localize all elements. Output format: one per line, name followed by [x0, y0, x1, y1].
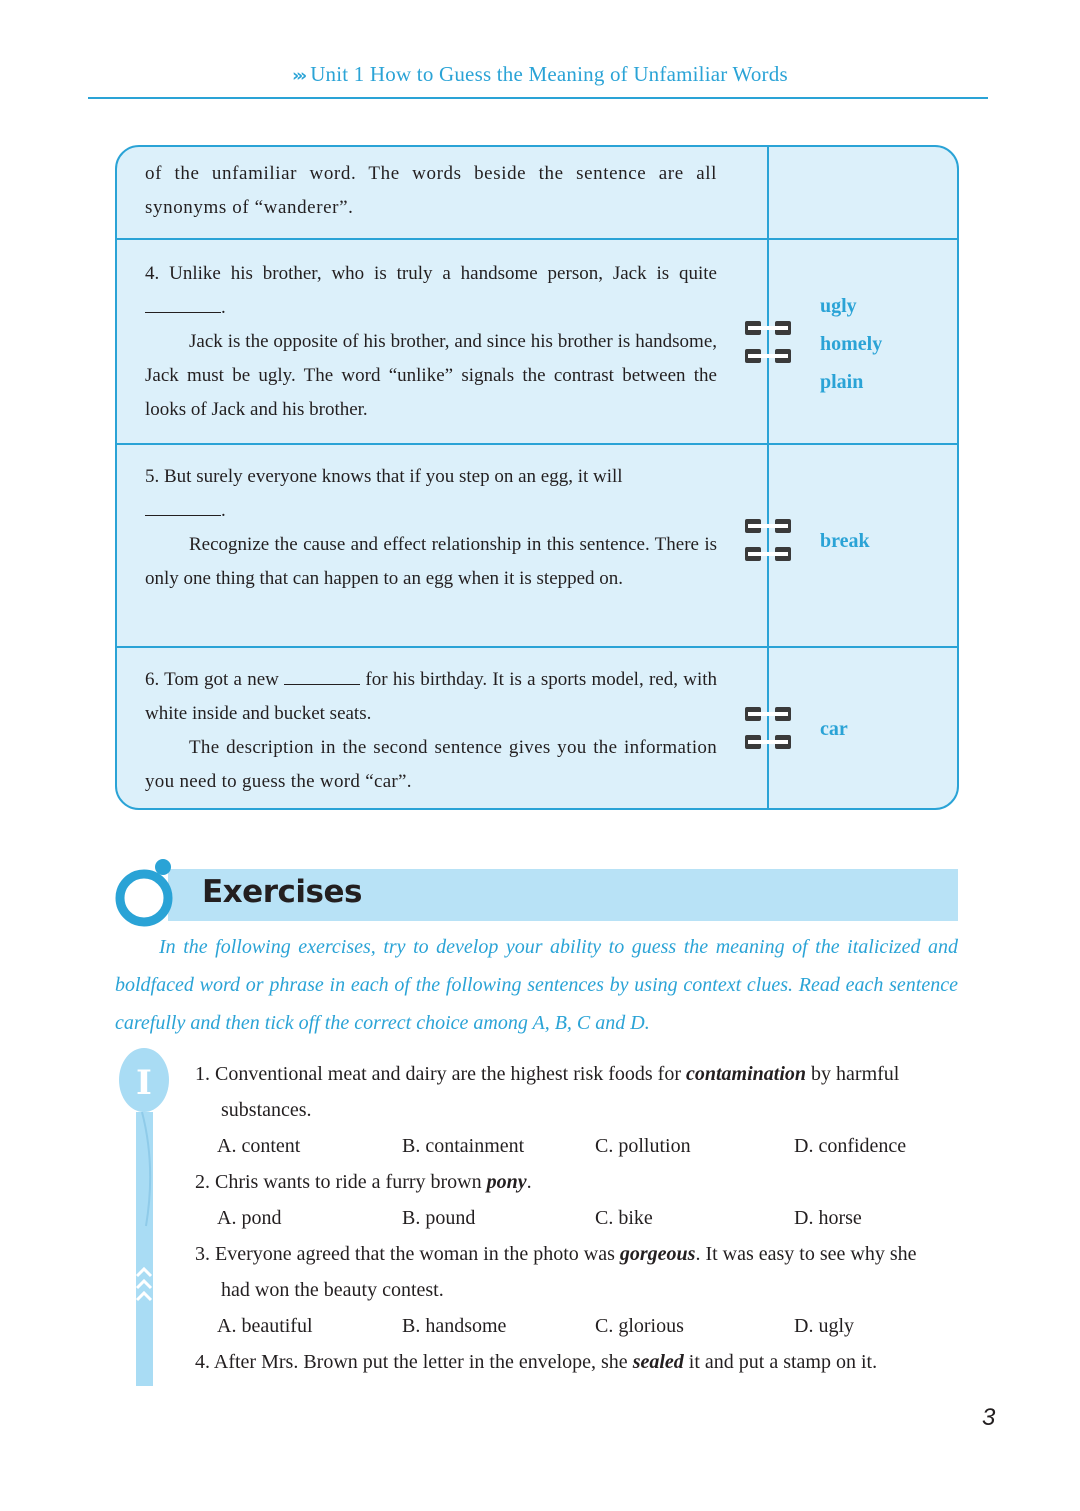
header-rule [88, 97, 988, 99]
section-balloon-marker [116, 1046, 172, 1386]
answer-word: plain [820, 371, 864, 393]
table-row-4 [145, 257, 717, 427]
header-title: Unit 1 How to Guess the Meaning of Unfamiliar Words [310, 62, 788, 86]
keyword: gorgeous [619, 1243, 696, 1265]
answer-list [820, 287, 882, 401]
binder-clip-icon [745, 515, 791, 563]
running-header [0, 62, 1080, 87]
list-item: 3. Everyone agreed that the woman in the photo was gorgeous. It was easy to see why she had won the beauty contest. [195, 1243, 917, 1301]
binder-clip-icon [745, 703, 791, 751]
answer-blank [284, 664, 360, 685]
answer-word: ugly [820, 295, 857, 317]
option-d[interactable]: D. ugly [794, 1315, 854, 1337]
answer-blank [145, 292, 221, 313]
question-list [195, 1056, 958, 1380]
option-c[interactable]: C. bike [595, 1207, 653, 1229]
question-text: 6. Tom got a new for his birthday. It is a sports model, red, with white inside and bucket seats. [145, 663, 717, 731]
answer-blank [145, 495, 221, 516]
list-item: 2. Chris wants to ride a furry brown pony. [195, 1171, 532, 1193]
option-row [195, 1128, 958, 1164]
option-c[interactable]: C. pollution [595, 1135, 691, 1157]
answer-list [820, 522, 870, 560]
exercise-instructions: In the following exercises, try to develop your ability to guess the meaning of the italicized and boldfaced word or phrase in each of the following sentences by using context clues. Read each sentence carefully and then tick off the correct choice among A, B, C and D. [115, 936, 958, 1034]
explanation-text: Recognize the cause and effect relationship in this sentence. There is only one thing that can happen to an egg when it is stepped on. [145, 534, 717, 589]
section-label: I [136, 1063, 152, 1103]
answer-word: homely [820, 333, 883, 355]
row-divider [117, 646, 957, 648]
table-row-6 [145, 663, 717, 799]
row-divider [117, 238, 957, 240]
explanation-text: Jack is the opposite of his brother, and since his brother is handsome, Jack must be ugly. The word “unlike” signals the contrast between the looks of Jack and his brother. [145, 331, 717, 420]
option-d[interactable]: D. confidence [794, 1135, 907, 1157]
option-b[interactable]: B. handsome [402, 1315, 507, 1337]
keyword: contamination [686, 1063, 807, 1085]
page-number: 3 [982, 1404, 996, 1431]
chevron-right-icon: ››› [292, 66, 305, 86]
ring-icon [114, 858, 184, 928]
option-b[interactable]: B. pound [402, 1207, 476, 1229]
option-c[interactable]: C. glorious [595, 1315, 684, 1337]
row-text: of the unfamiliar word. The words beside the sentence are all synonyms of “wanderer”. [145, 163, 717, 218]
answer-list [820, 710, 848, 748]
context-clue-table [115, 145, 959, 810]
list-item: 4. After Mrs. Brown put the letter in the envelope, she sealed it and put a stamp on it. [195, 1351, 878, 1373]
keyword: sealed [632, 1351, 684, 1373]
option-a[interactable]: A. pond [217, 1207, 282, 1229]
table-row-continuation [145, 157, 717, 225]
section-title: Exercises [202, 874, 362, 910]
table-row-5 [145, 460, 717, 596]
keyword: pony [486, 1171, 527, 1193]
row-divider [117, 443, 957, 445]
question-text: 5. But surely everyone knows that if you step on an egg, it will . [145, 466, 623, 521]
answer-word: break [820, 530, 870, 552]
list-item: 1. Conventional meat and dairy are the highest risk foods for contamination by harmful substances. [195, 1063, 900, 1121]
option-a[interactable]: A. content [217, 1135, 301, 1157]
option-b[interactable]: B. containment [402, 1135, 525, 1157]
option-row [195, 1200, 958, 1236]
binder-clip-icon [745, 317, 791, 365]
option-a[interactable]: A. beautiful [217, 1315, 313, 1337]
option-row [195, 1308, 958, 1344]
answer-word: car [820, 718, 848, 740]
explanation-text: The description in the second sentence gives you the information you need to guess the word “car”. [145, 737, 717, 792]
question-text: 4. Unlike his brother, who is truly a handsome person, Jack is quite . [145, 263, 717, 318]
option-d[interactable]: D. horse [794, 1207, 862, 1229]
